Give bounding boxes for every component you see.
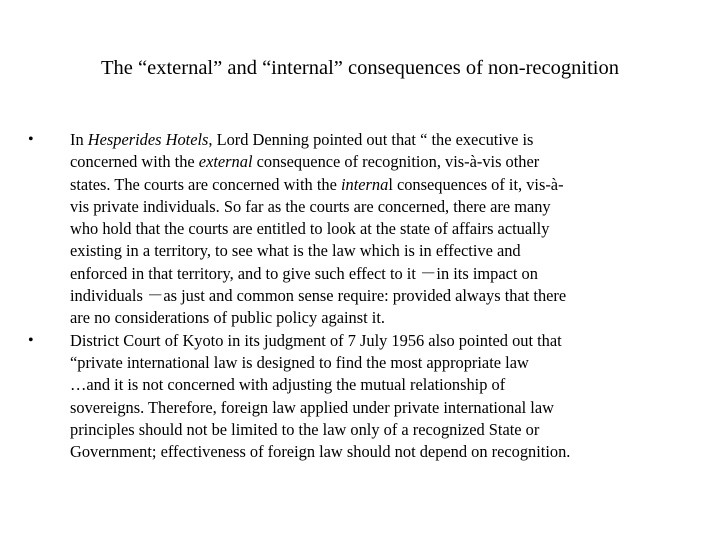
bullet-item-kyoto bbox=[28, 330, 688, 464]
text-line: …and it is not concerned with adjusting the mutual relationship of bbox=[70, 375, 506, 395]
text-line bbox=[70, 129, 688, 151]
text-run: In bbox=[70, 130, 88, 149]
emphasis-external: external bbox=[198, 152, 253, 172]
text-line: enforced in that territory, and to give such effect to it －in its impact on bbox=[70, 263, 538, 283]
text-line: who hold that the courts are entitled to look at the state of affairs actually bbox=[70, 219, 550, 239]
text-line: sovereigns. Therefore, foreign law applied under private international law bbox=[70, 397, 554, 417]
slide-title: The “external” and “internal” consequences of non-recognition bbox=[101, 57, 619, 79]
text-run: consequence of recognition, vis-à-vis other bbox=[252, 152, 540, 172]
text-run: l consequences of it, vis-à- bbox=[388, 174, 564, 194]
text-line: “private international law is designed to find the most appropriate law bbox=[70, 352, 529, 372]
text-line: Government; effectiveness of foreign law should not depend on recognition. bbox=[70, 442, 571, 462]
text-run: concerned with the bbox=[70, 152, 199, 172]
text-line bbox=[70, 151, 688, 173]
text-run: , Lord Denning pointed out that “ the executive is bbox=[208, 130, 534, 149]
case-name: Hesperides Hotels bbox=[87, 130, 209, 149]
text-line: are no considerations of public policy against it. bbox=[70, 308, 385, 328]
bullet-item-hesperides bbox=[28, 129, 688, 330]
text-line: principles should not be limited to the law only of a recognized State or bbox=[70, 419, 540, 439]
text-line bbox=[70, 174, 688, 196]
bullet-list bbox=[28, 129, 688, 463]
text-line: District Court of Kyoto in its judgment of 7 July 1956 also pointed out that bbox=[70, 330, 562, 350]
bullet-dot-icon: • bbox=[28, 131, 34, 148]
text-line: existing in a territory, to see what is the law which is in effective and bbox=[70, 241, 521, 261]
bullet-dot-icon: • bbox=[28, 331, 34, 349]
text-line: individuals －as just and common sense require: provided always that there bbox=[70, 286, 567, 306]
text-line: vis private individuals. So far as the courts are concerned, there are many bbox=[70, 196, 551, 216]
text-run: states. The courts are concerned with the bbox=[70, 174, 341, 194]
emphasis-internal: interna bbox=[340, 174, 389, 194]
